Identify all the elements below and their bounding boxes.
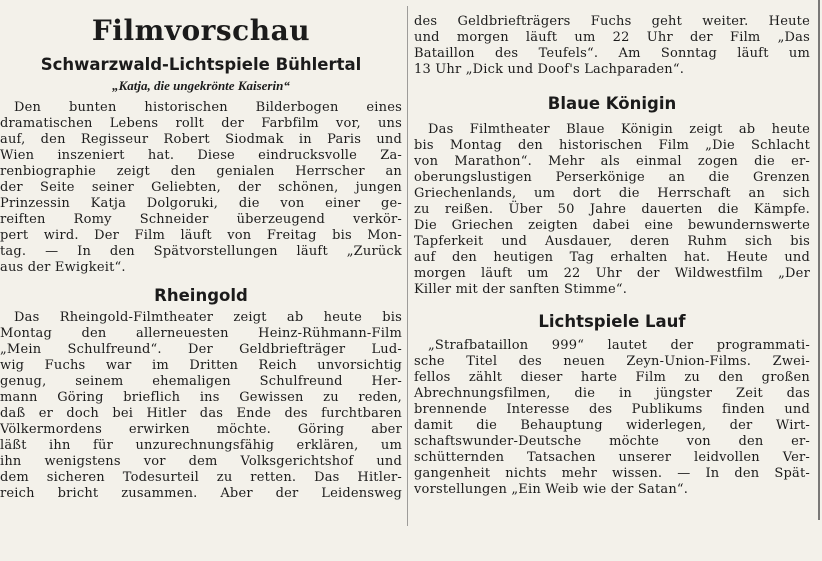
body-line: dramatischen Lebens rollt der Farbfilm vor, uns [0, 115, 402, 131]
body-line: renbiographie zeigt den genialen Herrscher an [0, 163, 402, 179]
body-line: von Marathon“. Mehr als einmal zogen die er- [414, 153, 810, 169]
body-line: der Seite seiner Geliebten, der schönen, jungen [0, 179, 402, 195]
body-line: Montag den allerneuesten Heinz-Rühmann-Film [0, 325, 402, 341]
body-line: 13 Uhr „Dick und Doof's Lachparaden“. [414, 62, 685, 77]
body-line: auf den heutigen Tag erhalten hat. Heute und [414, 249, 810, 265]
body-line: schütternden Tatsachen unserer leidvollen Ver- [414, 449, 810, 465]
body-line: ihn wenigstens vor dem Volksgerichtshof und [0, 453, 402, 469]
article-body-rheingold [0, 310, 402, 502]
body-line: auf, den Regisseur Robert Siodmak in Paris und [0, 131, 402, 147]
article-body-continuation [414, 14, 810, 78]
body-line: Die Griechen zeigten dabei eine bewundernswerte [414, 217, 810, 233]
body-line: Das Rheingold-Filmtheater zeigt ab heute bis [14, 309, 402, 325]
body-line: des Geldbriefträgers Fuchs geht weiter. Heute [414, 14, 810, 29]
body-line: mann Göring brieflich ins Gewissen zu reden, [0, 389, 402, 405]
body-line: „Strafbataillon 999“ lautet der programmati- [428, 337, 810, 353]
article-title-blaue-koenigin: Blaue Königin [547, 94, 677, 113]
body-line: Bataillon des Teufels“. Am Sonntag läuft um [414, 46, 810, 61]
page-edge-rule [818, 0, 820, 520]
body-line: Völkermordens erwirken möchte. Göring aber [0, 421, 402, 437]
body-line: damit die Behauptung widerlegen, der Wirt- [414, 417, 810, 433]
body-line: vorstellungen „Ein Weib wie der Satan“. [414, 481, 689, 497]
article-schwarzwald [0, 55, 402, 276]
article-body-lichtspiele-lauf [414, 338, 810, 498]
article-blaue-koenigin [414, 94, 810, 298]
column-divider [407, 6, 408, 526]
body-line: bis Montag den historischen Film „Die Schlacht [414, 137, 810, 153]
body-line: morgen läuft um 22 Uhr der Wildwestfilm „Der [414, 265, 810, 281]
body-line: gangenheit nichts mehr wissen. — In den Spät- [414, 465, 810, 481]
body-line: brennende Interesse des Publikums finden und [414, 401, 810, 417]
article-subtitle-schwarzwald: „Katja, die ungekrönte Kaiserin“ [112, 77, 290, 93]
body-line: pert wird. Der Film läuft von Freitag bis Mon- [0, 227, 402, 243]
body-line: Tapferkeit und Ausdauer, deren Ruhm sich bis [414, 233, 810, 249]
body-line: Den bunten historischen Bilderbogen eines [14, 99, 402, 115]
body-line: dem sicheren Todesurteil zu retten. Das Hitler- [0, 469, 402, 485]
article-body-blaue-koenigin [414, 122, 810, 298]
article-title-schwarzwald: Schwarzwald-Lichtspiele Bühlertal [40, 55, 362, 74]
body-line: aus der Ewigkeit“. [0, 259, 126, 275]
body-line: Griechenlands, um dort die Herrschaft an sich [414, 185, 810, 201]
body-line: läßt ihn für unzurechnungsfähig erklären, um [0, 437, 402, 453]
body-line: daß er doch bei Hitler das Ende des furchtbaren [0, 405, 402, 421]
article-title-rheingold: Rheingold [154, 285, 248, 305]
body-line: Das Filmtheater Blaue Königin zeigt ab heute [428, 121, 810, 137]
body-line: reich bricht zusammen. Aber der Leidensweg [0, 485, 402, 501]
masthead-title: Filmvorschau [91, 14, 311, 47]
article-rheingold [0, 286, 402, 502]
body-line: Killer mit der sanften Stimme“. [414, 281, 628, 297]
body-line: wig Fuchs war im Dritten Reich unvorsichtig [0, 357, 402, 373]
body-line: Wien inszeniert hat. Diese eindrucksvolle Za- [0, 147, 402, 163]
body-line: oberungslustigen Perserkönige an die Grenzen [414, 169, 810, 185]
body-line: schaftswunder-Deutsche möchte von den er- [414, 433, 810, 449]
body-line: fellos zählt dieser harte Film zu den großen [414, 369, 810, 385]
article-lichtspiele-lauf [414, 312, 810, 498]
body-line: zu reißen. Über 50 Jahre dauerten die Kämpfe. [414, 201, 810, 217]
article-title-lichtspiele-lauf: Lichtspiele Lauf [538, 311, 686, 331]
article-rheingold-continued [414, 14, 810, 78]
body-line: reiften Romy Schneider überzeugend verkör- [0, 211, 402, 227]
article-body-schwarzwald [0, 100, 402, 276]
body-line: sche Titel des neuen Zeyn-Union-Films. Zwei- [414, 353, 810, 369]
body-line: „Mein Schulfreund“. Der Geldbriefträger Lud- [0, 341, 402, 357]
body-line: tag. — In den Spätvorstellungen läuft „Zurück [0, 243, 402, 259]
body-line: und morgen läuft um 22 Uhr der Film „Das [414, 30, 810, 45]
body-line: Prinzessin Katja Dolgoruki, die von einer ge- [0, 195, 402, 211]
right-column [414, 0, 810, 498]
body-line: genug, seinem ehemaligen Schulfreund Her- [0, 373, 402, 389]
left-column [0, 0, 402, 502]
body-line: Abrechnungsfilmen, die in jüngster Zeit das [414, 385, 810, 401]
